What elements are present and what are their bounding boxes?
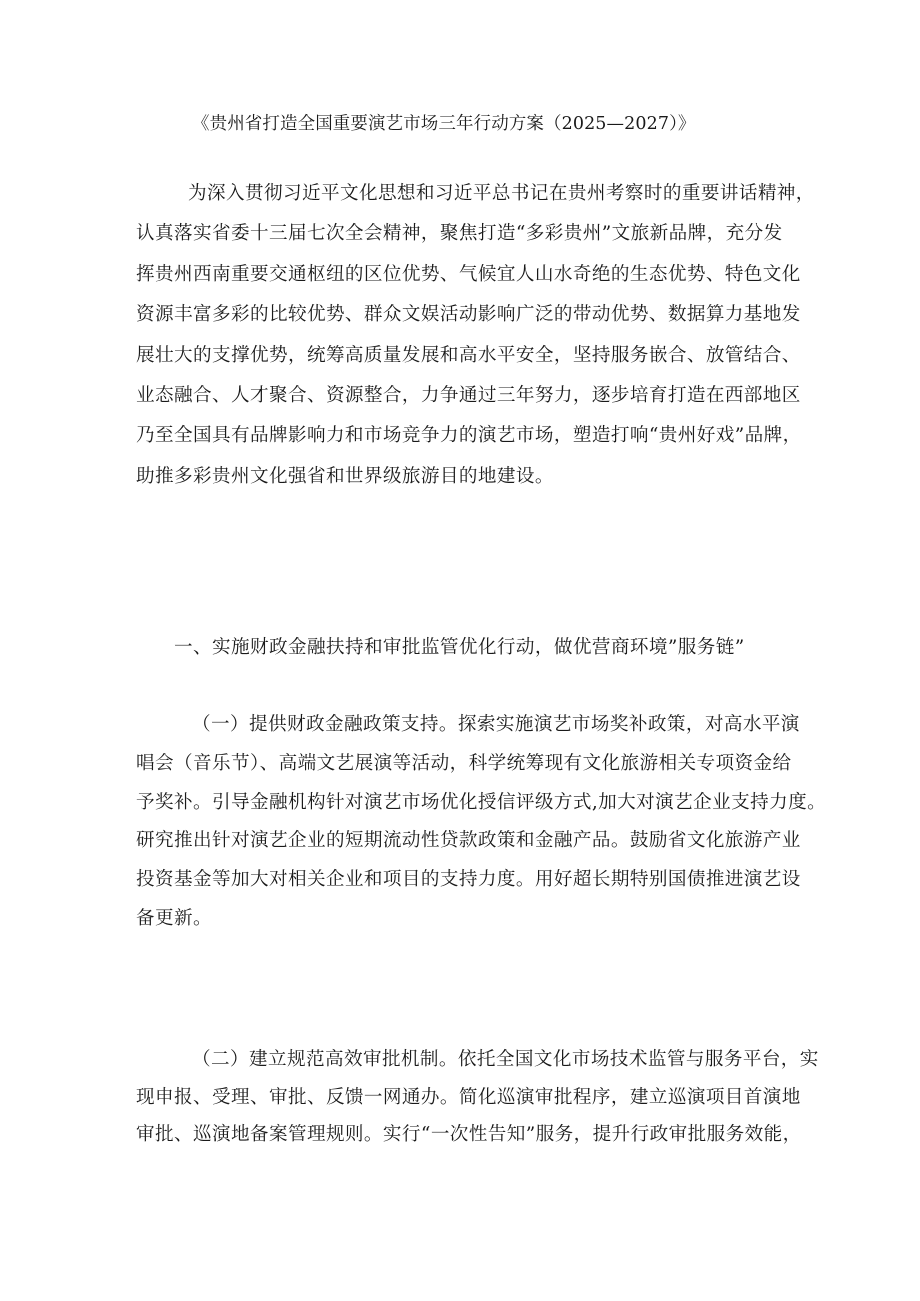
intro-line: 乃至全国具有品牌影响力和市场竞争力的演艺市场，塑造打响“贵州好戏”品牌， [136,425,802,447]
section2-line: 现申报、受理、审批、反馈一网通办。简化巡演审批程序，建立巡演项目首演地 [136,1086,801,1108]
document-title: 《贵州省打造全国重要演艺市场三年行动方案（2025—2027）》 [192,114,696,134]
section2-paragraph [136,1041,819,1154]
intro-line: 为深入贯彻习近平文化思想和习近平总书记在贵州考察时的重要讲话精神， [188,183,815,204]
section2-line: 审批、巡演地备案管理规则。实行“一次性告知”服务，提升行政审批服务效能， [136,1124,802,1146]
section1-line: （一）提供财政金融政策支持。探索实施演艺市场奖补政策，对高水平演 [192,714,800,735]
section1-paragraph [136,706,827,939]
intro-line: 业态融合、人才聚合、资源整合，力争通过三年努力，逐步培育打造在西部地区 [136,385,801,407]
section1-line: 研究推出针对演艺企业的短期流动性贷款政策和金融产品。鼓励省文化旅游产业 [136,830,801,852]
section2-line: （二）建立规范高效审批机制。依托全国文化市场技术监管与服务平台，实 [192,1049,819,1070]
section1-line: 予奖补。引导金融机构针对演艺市场优化授信评级方式,加大对演艺企业支持力度。 [136,791,827,813]
section-heading: 一、实施财政金融扶持和审批监管优化行动，做优营商环境”服务链” [174,637,745,658]
intro-line: 认真落实省委十三届七次全会精神，聚焦打造“多彩贵州”文旅新品牌，充分发 [136,223,783,245]
intro-line: 挥贵州西南重要交通枢纽的区位优势、气候宜人山水奇绝的生态优势、特色文化 [136,263,801,285]
section1-line: 唱会（音乐节）、高端文艺展演等活动，科学统筹现有文化旅游相关专项资金给 [136,752,792,774]
intro-line: 展壮大的支撑优势，统筹高质量发展和高水平安全，坚持服务嵌合、放管结合、 [136,344,801,366]
intro-line: 助推多彩贵州文化强省和世界级旅游目的地建设。 [136,465,554,487]
intro-line: 资源丰富多彩的比较优势、群众文娱活动影响广泛的带动优势、数据算力基地发 [136,304,801,326]
section1-line: 投资基金等加大对相关企业和项目的支持力度。用好超长期特别国债推进演艺设 [136,869,801,891]
intro-paragraph [136,174,815,497]
section1-line: 备更新。 [136,907,212,929]
